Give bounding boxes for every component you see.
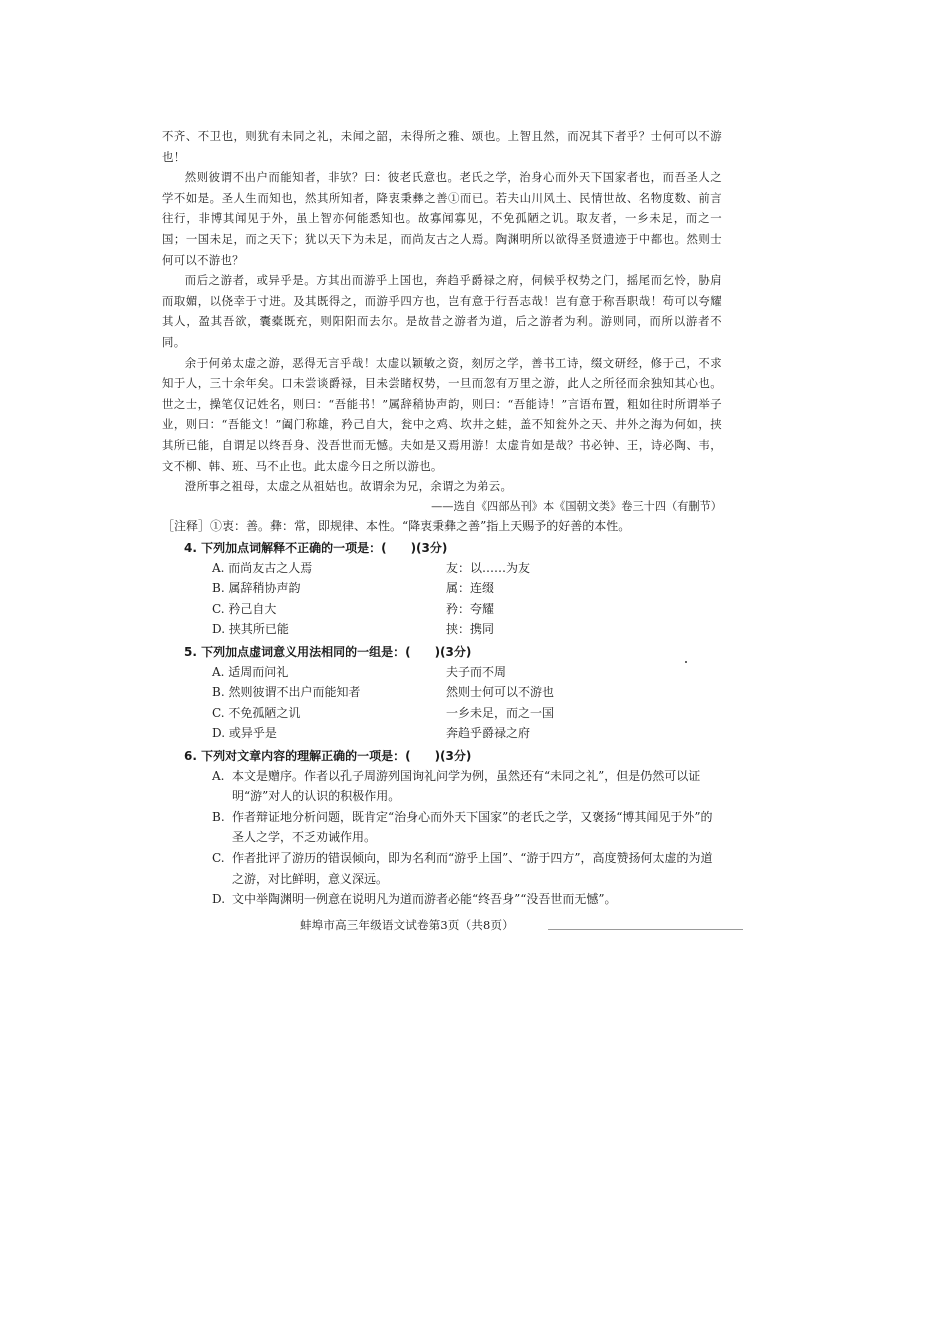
option-comparison: 奔趋乎爵禄之府 <box>446 726 531 741</box>
option-explanation: 矜：夸耀 <box>446 601 495 616</box>
question-6-options <box>162 766 722 910</box>
option-text: D. 挟其所已能 <box>212 622 289 637</box>
option-text: 本文是赠序。作者以孔子周游列国询礼问学为例，虽然还有“未同之礼”，但是仍然可以证明“游”对人的认识的积极作用。 <box>232 768 701 804</box>
passage-paragraph: 澄所事之祖母，太虚之从祖姑也。故谓余为兄，余谓之为弟云。 <box>184 479 513 494</box>
option-text: A. 适周而问礼 <box>212 664 289 679</box>
passage-paragraph: 然则彼谓不出户而能知者，非欤？曰：彼老氏意也。老氏之学，治身心而外天下国家者也，而吾圣人之学不如是。圣人生而知也，然其所知者，降衷秉彝之善①而已。若夫山川风土、民情世故、名物度数、前言往行，非博其闻见于外，虽上智亦何能悉知也。故寡闻寡见，不免孤陋之讥。取友者，一乡未足，而之一国；一国未足，而之天下；犹以天下为未足，而尚友古之人焉。陶渊明所以欲得圣贤遗迹于中都也。然则士何可以不游也？ <box>162 170 722 267</box>
passage-paragraph: 余于何弟太虚之游，恶得无言乎哉！太虚以颖敏之资，刻厉之学，善书工诗，缀文研经，修于己，不求知于人，三十余年矣。口未尝谈爵禄，目未尝睹权势，一旦而忽有万里之游，此人之所径而余独知其心也。世之士，操笔仅记姓名，则曰：“吾能书！”属辞稍协声韵，则曰：“吾能诗！”言语布置，粗如往时所谓举子业，则曰：“吾能文！”阖门称雄，矜己自大，瓮中之鸡、坎井之蛙，盖不知瓮外之天、井外之海为何如，挟其所已能，自谓足以终吾身、没吾世而无憾。夫如是又焉用游！太虚肯如是哉？书必钟、王，诗必陶、韦，文不柳、韩、班、马不止也。此太虚今日之所以游也。 <box>162 355 722 473</box>
option-explanation: 友：以……为友 <box>446 560 531 575</box>
option-paragraph <box>162 807 722 848</box>
option-row <box>162 662 722 683</box>
page-footer: 蚌埠市高三年级语文试卷第3页（共8页） <box>300 918 514 932</box>
option-letter: D. <box>212 892 226 907</box>
option-explanation: 属：连缀 <box>446 581 495 596</box>
option-text: B. 属辞稍协声韵 <box>212 581 301 596</box>
option-comparison: 然则士何可以不游也 <box>446 685 555 700</box>
option-comparison: 夫子而不周 <box>446 664 507 679</box>
option-paragraph <box>162 766 722 807</box>
question-5-stem: 5. 下列加点虚词意义用法相同的一组是：( )(3分) <box>184 644 472 659</box>
option-comparison: 一乡未足，而之一国 <box>446 705 555 720</box>
option-letter: A. <box>212 768 225 783</box>
option-row <box>162 703 722 724</box>
question-6-stem: 6. 下列对文章内容的理解正确的一项是：( )(3分) <box>184 748 472 763</box>
page-content <box>162 126 722 910</box>
option-paragraph <box>162 848 722 889</box>
option-row <box>162 723 722 744</box>
passage-paragraph: 不齐、不卫也，则犹有未同之礼，未闻之韶，未得所之雅、颂也。上智且然，而况其下者乎？士何可以不游也！ <box>162 129 722 164</box>
option-text: C. 不免孤陋之讥 <box>212 705 301 720</box>
passage-paragraph: 而后之游者，或异乎是。方其出而游乎上国也，奔趋乎爵禄之府，伺候乎权势之门，摇尾而乞怜，胁肩而取媚，以侥幸于寸进。及其既得之，而游乎四方也，岂有意于行吾志哉！岂有意于称吾职哉！苟可以夸耀其人，盈其吾欲，囊橐既充，则阳阳而去尔。是故昔之游者为道，后之游者为利。游则同，而所以游者不同。 <box>162 273 722 349</box>
question-5-options <box>162 662 722 744</box>
option-row <box>162 619 722 640</box>
question-4-stem: 4. 下列加点词解释不正确的一项是：( )(3分) <box>184 540 448 555</box>
option-paragraph <box>162 889 722 910</box>
option-text: A. 而尚友古之人焉 <box>212 560 313 575</box>
option-text: B. 然则彼谓不出户而能知者 <box>212 685 361 700</box>
passage-source: ——选自《四部丛刊》本《国朝文类》卷三十四（有删节） <box>431 499 722 513</box>
option-text: 作者辩证地分析问题，既肯定“治身心而外天下国家”的老氏之学，又褒扬“博其闻见于外”的圣人之学，不乏劝诫作用。 <box>232 809 713 845</box>
question-4-options <box>162 558 722 640</box>
option-letter: C. <box>212 851 225 866</box>
option-row <box>162 578 722 599</box>
option-row <box>162 558 722 579</box>
option-explanation: 挟：携同 <box>446 622 495 637</box>
option-row <box>162 682 722 703</box>
option-letter: B. <box>212 809 225 824</box>
option-text: C. 矜己自大 <box>212 601 277 616</box>
option-text: 作者批评了游历的错误倾向，即为名利而“游乎上国”、“游于四方”，高度赞扬何太虚的为道之游，对比鲜明，意义深远。 <box>232 851 713 886</box>
option-row <box>162 599 722 620</box>
annotation-note: ［注释］①衷：善。彝：常，即规律、本性。“降衷秉彝之善”指上天赐予的好善的本性。 <box>162 518 631 533</box>
option-text: D. 或异乎是 <box>212 726 277 741</box>
scan-speck <box>685 661 687 663</box>
footer-rule <box>548 929 743 930</box>
option-text: 文中举陶渊明一例意在说明凡为道而游者必能“终吾身”“没吾世而无憾”。 <box>232 892 617 907</box>
